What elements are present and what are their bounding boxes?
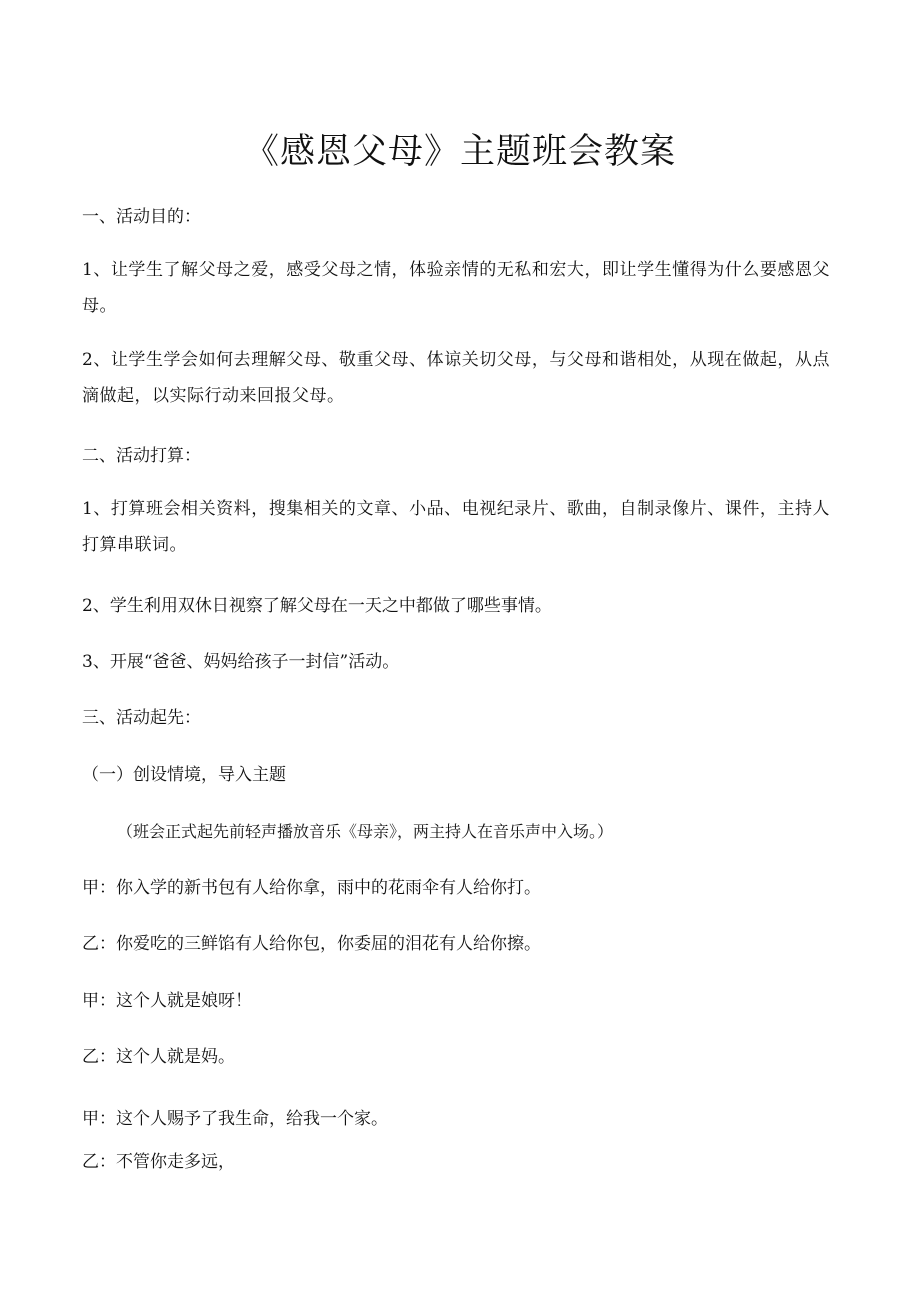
goal-item-2: 2、让学生学会如何去理解父母、敬重父母、体谅关切父母，与父母和谐相处，从现在做起，从点滴做起，以实际行动来回报父母。 xyxy=(82,350,830,406)
dialogue-line: 乙：不管你走多远， xyxy=(82,1152,235,1172)
goal-item-1: 1、让学生了解父母之爱，感受父母之情，体验亲情的无私和宏大，即让学生懂得为什么要感恩父母。 xyxy=(82,260,830,316)
plan-item-2: 2、学生利用双休日视察了解父母在一天之中都做了哪些事情。 xyxy=(82,596,552,616)
plan-item-3: 3、开展“爸爸、妈妈给孩子一封信”活动。 xyxy=(82,652,400,672)
dialogue-line: 甲：你入学的新书包有人给你拿，雨中的花雨伞有人给你打。 xyxy=(82,878,541,898)
section-heading-plan: 二、活动打算： xyxy=(82,446,201,466)
dialogue-line: 甲：这个人就是娘呀！ xyxy=(82,991,252,1011)
dialogue-line: 乙：你爱吃的三鲜馅有人给你包，你委屈的泪花有人给你擦。 xyxy=(82,934,541,954)
document-title: 《感恩父母》主题班会教案 xyxy=(243,132,676,172)
stage-direction-note: （班会正式起先前轻声播放音乐《母亲》，两主持人在音乐声中入场。） xyxy=(117,822,614,841)
section-heading-start: 三、活动起先： xyxy=(82,708,201,728)
sub-heading-1: （一）创设情境，导入主题 xyxy=(82,765,286,785)
dialogue-line: 甲：这个人赐予了我生命，给我一个家。 xyxy=(82,1109,388,1129)
dialogue-line: 乙：这个人就是妈。 xyxy=(82,1047,235,1067)
plan-item-1: 1、打算班会相关资料，搜集相关的文章、小品、电视纪录片、歌曲，自制录像片、课件，主持人打算串联词。 xyxy=(82,499,830,555)
section-heading-goals: 一、活动目的： xyxy=(82,207,201,227)
